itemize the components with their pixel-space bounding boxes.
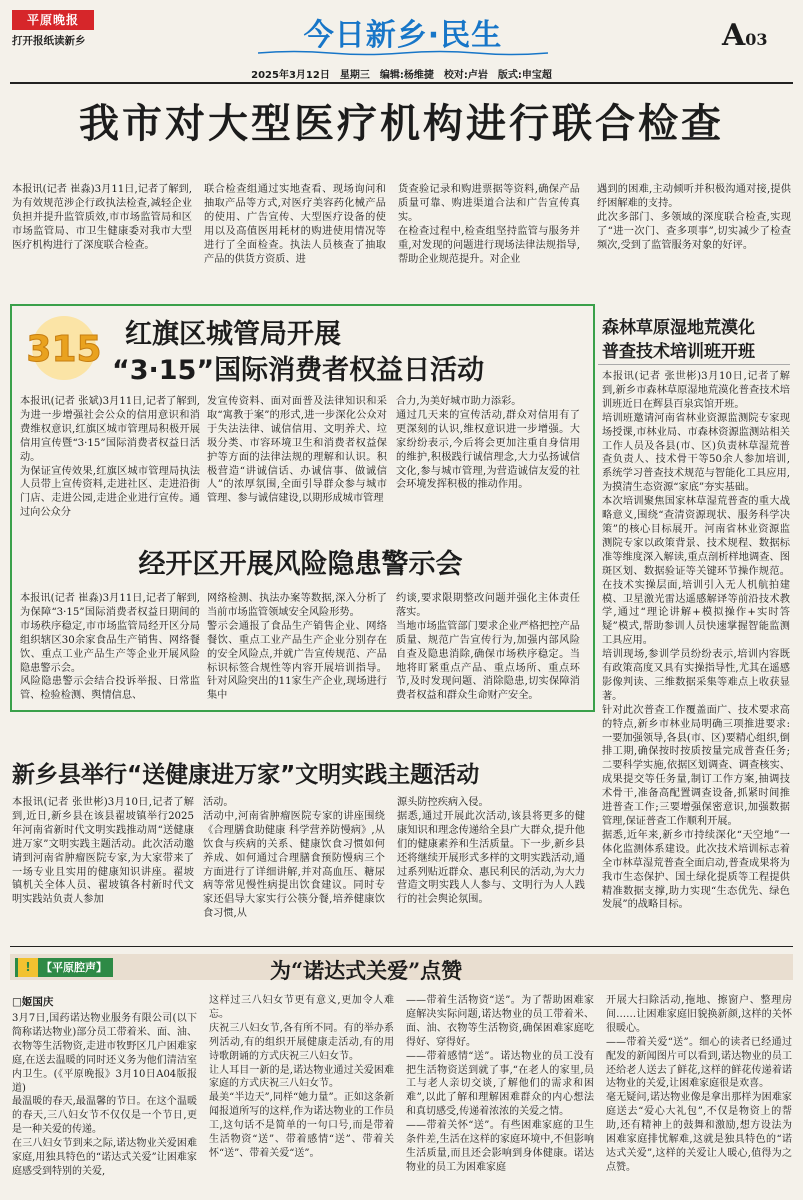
risk-title: 经开区开展风险隐患警示会 bbox=[138, 549, 463, 580]
column-col-1: 3月7日,国药诺达物业服务有限公司(以下简称诺达物业)部分员工带着米、面、油、衣物等生活物资,走进市牧野区几户困难家庭,在送去温暖的同时还义务为他们清洁室内卫生。(《平原晚报》3月10日A04版报道) 最温暖的春天,最温馨的节日。在这个温暖的春天,三八妇女节不仅仅是一个节日,更是一种关爱的传递。 在三八妇女节到来之际,诺达物业关爱困难家庭,用独具特色的“诺达式关爱”让困难家庭感受到特别的关爱, bbox=[12, 1013, 197, 1177]
column-col-4: 开展大扫除活动,拖地、擦窗户、整理房间……让困难家庭旧貌换新颜,这样的关怀很暖心。 ——带着关爱“送”。细心的读者已经通过配发的新闻图片可以看到,诺达物业的员工还给老人送去了鲜花,这样的鲜花传递着诺达物业的关爱,让困难家庭很是欢喜。 毫无疑问,诺达物业像是拿出那样为困难家庭送去“爱心大礼包”,不仅是物资上的帮助,还有精神上的鼓舞和激励,想方设法为困难家庭排忧解难,这就是独具特色的“诺达式关爱”,这样的关爱让人暖心,值得为之点赞。 bbox=[606, 995, 792, 1173]
forest-rule bbox=[598, 364, 790, 365]
health-col-2: 活动。 活动中,河南省肿瘤医院专家的讲座围绕《合理膳食助健康 科学营养防慢病》,从饮食与疾病的关系、健康饮食习惯如何养成、如何通过合理膳食预防慢病三个方面进行了详细讲解,并对高血压、糖尿病等常见慢性病提出饮食建议。同时专家还倡导大家实行公筷分餐,培养健康饮食习惯,从 bbox=[203, 797, 385, 920]
column-col-3: ——带着生活物资“送”。为了帮助困难家庭解决实际问题,诺达物业的员工带着米、面、油、衣物等生活物资,确保困难家庭吃得好、穿得好。 ——带着感情“送”。诺达物业的员工没有把生活物资送到就了事,“在老人的家里,员工与老人亲切交谈,了解他们的需求和困难”,以此了解和理解困难群众的内心想法和真切感受,传递着浓浓的关爱之情。 ——带着关怀“送”。有些困难家庭的卫生条件差,生活在这样的家庭环境中,不但影响生活质量,而且还会影响到身体健康。诺达物业的员工为困难家庭 bbox=[406, 995, 594, 1173]
risk-col-1: 本报讯(记者 崔淼)3月11日,记者了解到,为保障“3·15”国际消费者权益日期间的市场秩序稳定,市市场监管局经开区分局组织辖区30余家食品生产销售、网络餐饮、重点工业产品生产等企业开展风险隐患警示会。 风险隐患警示会结合投诉举报、日常监管、检验检测、舆情信息、 bbox=[20, 593, 200, 702]
page-number: A03 bbox=[722, 18, 768, 53]
story315-title-1: 红旗区城管局开展 bbox=[125, 319, 341, 350]
health-col-3: 源头防控疾病入侵。 据悉,通过开展此次活动,该县将更多的健康知识和理念传递给全县广大群众,提升他们的健康素养和生活质量。下一步,新乡县还将继续开展形式多样的文明实践活动,通过系列贴近群众、惠民利民的活动,为大力营造文明实践人人参与、文明行为人人践行的社会舆论氛围。 bbox=[397, 797, 585, 906]
risk-col-3: 约谈,要求限期整改问题并强化主体责任落实。 当地市场监管部门要求企业严格把控产品质量、规范广告宣传行为,加强内部风险自查及隐患消除,确保市场秩序稳定。当地将盯紧重点产品、重点场所、重点环节,及时发现问题、消除隐患,切实保障消费者权益和群众生命财产安全。 bbox=[396, 593, 580, 702]
section-title: 今日新乡·民生 bbox=[303, 18, 503, 53]
wave-decoration bbox=[258, 50, 548, 56]
health-col-1: 本报讯(记者 张世彬)3月10日,记者了解到,近日,新乡县在该县翟坡镇举行2025年河南省新时代文明实践推动周“送健康进万家”文明实践主题活动。此次活动邀请到河南省肿瘤医院专家,为大家带来了一场专业且实用的健康知识讲座。翟坡镇机关全体人员、翟坡镇各村新时代文明实践站负责人参加 bbox=[12, 797, 194, 906]
315-badge-icon bbox=[20, 312, 108, 384]
column-tag: 【平原腔声】 bbox=[15, 958, 113, 977]
health-title: 新乡县举行“送健康进万家”文明实践主题活动 bbox=[12, 762, 480, 788]
svg-text:315: 315 bbox=[26, 329, 102, 370]
issue-info: 2025年3月12日 星期三 编辑:杨维捷 校对:卢岩 版式:申宝超 bbox=[251, 70, 552, 81]
slogan: 打开报纸读新乡 bbox=[12, 35, 86, 47]
lead-headline: 我市对大型医疗机构进行联合检查 bbox=[79, 101, 724, 147]
lead-col-1: 本报讯(记者 崔淼)3月11日,记者了解到,为有效规范涉企行政执法检查,减轻企业负担并提升监管质效,市市场监管局和区市场监管局、市卫生健康委对我市大型医疗机构进行了深度联合检查。 bbox=[12, 184, 192, 251]
story315-col-3: 合力,为美好城市助力添彩。 通过几天来的宣传活动,群众对信用有了更深刻的认识,维权意识进一步增强。大家纷纷表示,今后将会更加注重自身信用的维护,积极践行诚信理念,大力弘扬诚信文化,参与城市管理,为营造诚信友爱的社会环境发挥积极的推动作用。 bbox=[396, 396, 580, 491]
story315-title-2: “3·15”国际消费者权益日活动 bbox=[112, 355, 485, 386]
lead-col-2: 联合检查组通过实地查看、现场询问和抽取产品等方式,对医疗美容药化械产品的使用、广告宣传、大型医疗设备的使用以及高值医用耗材的购进使用情况等进行了全面检查。执法人员核查了抽取产品的供货方资质、进 bbox=[204, 184, 386, 265]
header-rule bbox=[10, 82, 793, 84]
column-author: □姬国庆 bbox=[12, 996, 54, 1008]
alert-icon: ! bbox=[18, 958, 38, 977]
forest-title-2: 普查技术培训班开班 bbox=[602, 342, 755, 362]
column-top-rule bbox=[10, 946, 793, 947]
lead-col-3: 货查验记录和购进票据等资料,确保产品质量可靠、购进渠道合法和广告宣传真实。 在检查过程中,检查组坚持监管与服务并重,对发现的问题进行现场法律法规指导,帮助企业规范提升。对企业 bbox=[398, 184, 580, 265]
story315-col-2: 发宣传资料、面对面普及法律知识和采取“寓教于案”的形式,进一步深化公众对于失法法律、诚信信用、文明养犬、垃圾分类、市容环境卫生和消费者权益保护等方面的法律法规的理解和认识。积极营造“讲诚信话、办诚信事、做诚信人”的浓厚氛围,全面引导群众参与城市管理、参与诚信建设,以期形成城市管理 bbox=[207, 396, 387, 505]
forest-body: 本报讯(记者 张世彬)3月10日,记者了解到,新乡市森林草原湿地荒漠化普查技术培训班近日在辉县百泉宾馆开班。 培训班邀请河南省林业资源监测院专家现场授课,市林业局、市森林资源监测站相关工作人员及各县(市、区)负责林草湿荒普查负责人、技术骨干等50余人参加培训,系统学习普查技术规范与智能化工具应用,为摸清生态资源“家底”夯实基础。 本次培训聚焦国家林草湿荒普查的重大战略意义,围绕“查清资源现状、服务科学决策”的核心目标展开。河南省林业资源监测院专家以政策背景、技术规程、数据标准等维度深入解读,重点剖析样地调查、图斑区划、数据验证等关键环节操作规范。在技术实操层面,培训引入无人机航拍建模、卫星激光雷达遥感解译等前沿技术教学,通过“理论讲解+模拟操作+实时答疑”模式,帮助参训人员快速掌握智能监测工具应用。 培训现场,参训学员纷纷表示,培训内容既有政策高度又具有实操指导性,尤其在遥感影像判读、三维数据采集等难点上收获显著。 针对此次普查工作覆盖面广、技术要求高的特点,新乡市林业局明确三项推进要求:一要加强领导,各县(市、区)要精心组织,倒排工期,确保按时按质按量完成普查任务;二要科学实施,依据区划调查、调查核实、成果提交等任务量,制订工作方案,抽调技术骨干,准备高配置调查设备,抓紧时间推进普查工作;三要增强保密意识,加强数据管理,保证普查工作顺利开展。 据悉,近年来,新乡市持续深化“天空地”一体化监测体系建设。此次技术培训标志着全市林草湿荒普查全面启动,普查成果将为我市生态保护、国土绿化提质等工程提供精准数据支撑,助力实现“生态优先、绿色发展”的战略目标。 bbox=[602, 371, 790, 911]
column-title: 为“诺达式关爱”点赞 bbox=[270, 958, 463, 983]
newspaper-logo: 平原晚报 bbox=[12, 10, 94, 30]
lead-col-4: 遇到的困难,主动倾听并积极沟通对接,提供纾困解难的支持。 此次多部门、多领域的深度联合检查,实现了“进一次门、查多项事”,切实减少了检查频次,受到了监管服务对象的好评。 bbox=[597, 184, 791, 251]
story315-col-1: 本报讯(记者 张斌)3月11日,记者了解到,为进一步增强社会公众的信用意识和消费维权意识,红旗区城市管理局积极开展信用宣传暨“3·15”国际消费者权益日活动。 为保证宣传效果,红旗区城市管理局执法人员带上宣传资料,走进社区、走进沿街门店、走进公园,走进企业进行宣传。通过向公众分 bbox=[20, 396, 200, 519]
column-col-2: 这样过三八妇女节更有意义,更加令人难忘。 庆祝三八妇女节,各有所不同。有的举办系列活动,有的组织开展健康走活动,有的用诗歌朗诵的方式庆祝三八妇女节。 让人耳目一新的是,诺达物业通过关爱困难家庭的方式庆祝三八妇女节。 最美“半边天”,同样“她力量”。正如这条新闻报道所写的这样,作为诺达物业的工作员工,这句话不是简单的一句口号,而是带着生活物资“送”、带着感情“送”、带着关怀“送”、带着关爱“送”。 bbox=[209, 995, 394, 1159]
risk-col-2: 网络检测、执法办案等数据,深入分析了当前市场监管领域安全风险形势。 警示会通报了食品生产销售企业、网络餐饮、重点工业产品生产企业分别存在的安全风险点,并就广告宣传规范、产品标识标签合规性等内容开展培训指导。针对风险突出的11家生产企业,现场进行集中 bbox=[207, 593, 387, 702]
forest-title-1: 森林草原湿地荒漠化 bbox=[602, 318, 755, 338]
